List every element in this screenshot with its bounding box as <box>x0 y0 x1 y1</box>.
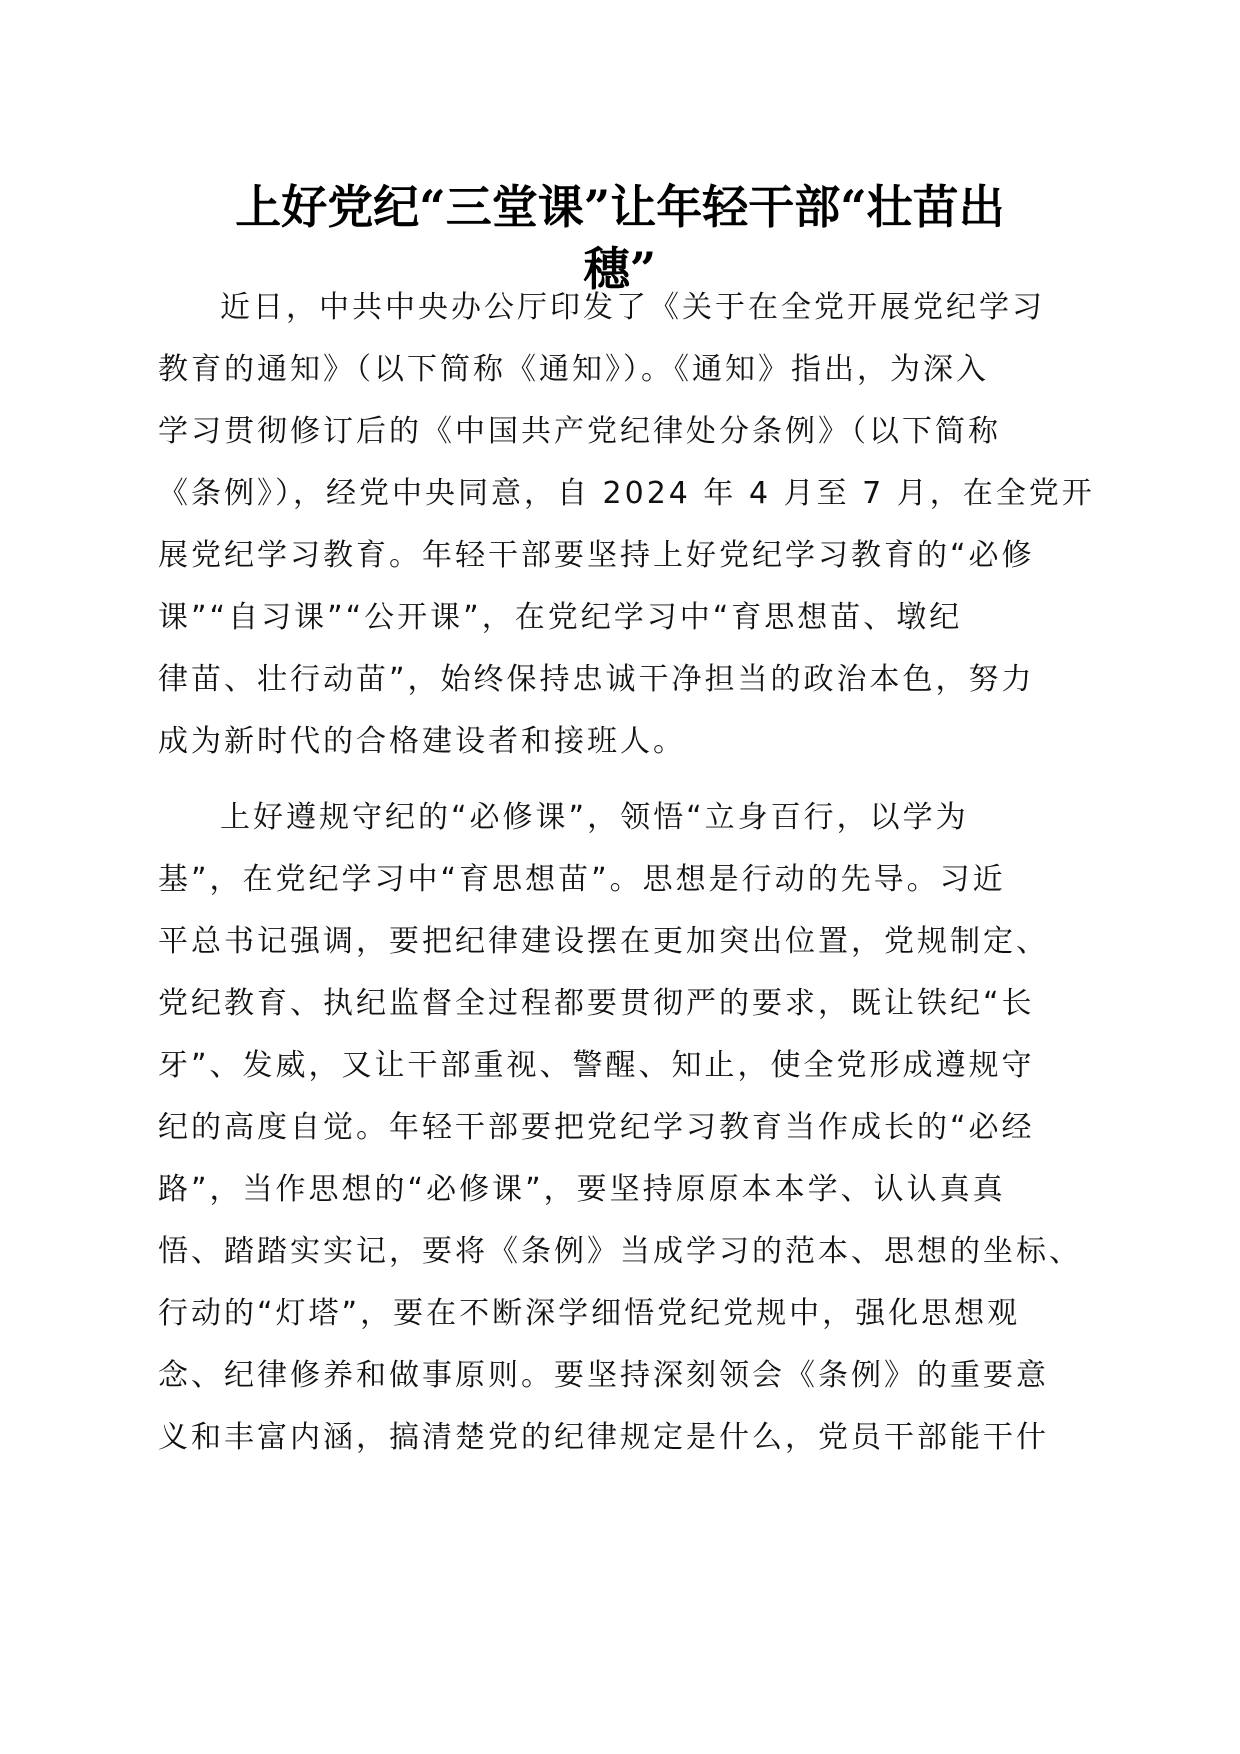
paragraph-1-line-2: 教育的通知》（以下简称《通知》）。《通知》指出，为深入 <box>158 352 989 387</box>
document-title-line-2: 穗” <box>583 242 657 296</box>
paragraph-1-line-4: 《条例》），经党中央同意，自 2024 年 4 月至 7 月，在全党开 <box>158 476 1095 511</box>
paragraph-2-line-1: 上好遵规守纪的“必修课”，领悟“立身百行，以学为 <box>220 800 969 835</box>
paragraph-2-line-10: 念、纪律修养和做事原则。要坚持深刻领会《条例》的重要意 <box>158 1358 1049 1393</box>
paragraph-2-line-9: 行动的“灯塔”，要在不断深学细悟党纪党规中，强化思想观 <box>158 1296 1021 1331</box>
paragraph-2-line-5: 牙”、发威，又让干部重视、警醒、知止，使全党形成遵规守 <box>158 1048 1035 1083</box>
paragraph-1-line-5: 展党纪学习教育。年轻干部要坚持上好党纪学习教育的“必修 <box>158 538 1035 573</box>
paragraph-1-line-1: 近日，中共中央办公厅印发了《关于在全党开展党纪学习 <box>220 290 1045 325</box>
paragraph-1-line-7: 律苗、壮行动苗”，始终保持忠诚干净担当的政治本色，努力 <box>158 662 1035 697</box>
paragraph-2-line-11: 义和丰富内涵，搞清楚党的纪律规定是什么，党员干部能干什 <box>158 1420 1049 1455</box>
paragraph-2-line-2: 基”，在党纪学习中“育思想苗”。思想是行动的先导。习近 <box>158 862 1006 897</box>
paragraph-2-line-3: 平总书记强调，要把纪律建设摆在更加突出位置，党规制定、 <box>158 924 1049 959</box>
paragraph-2-line-6: 纪的高度自觉。年轻干部要把党纪学习教育当作成长的“必经 <box>158 1110 1035 1145</box>
paragraph-1-line-3: 学习贯彻修订后的《中国共产党纪律处分条例》（以下简称 <box>158 414 1001 449</box>
paragraph-1-line-8: 成为新时代的合格建设者和接班人。 <box>158 724 686 759</box>
paragraph-2-line-4: 党纪教育、执纪监督全过程都要贯彻严的要求，既让铁纪“长 <box>158 986 1035 1021</box>
document-title-line-1: 上好党纪“三堂课”让年轻干部“壮苗出 <box>235 180 1005 234</box>
paragraph-2-line-7: 路”，当作思想的“必修课”，要坚持原原本本学、认认真真 <box>158 1172 1006 1207</box>
paragraph-1-line-6: 课”“自习课”“公开课”，在党纪学习中“育思想苗、墩纪 <box>158 600 963 635</box>
paragraph-2-line-8: 悟、踏踏实实记，要将《条例》当成学习的范本、思想的坐标、 <box>158 1234 1082 1269</box>
